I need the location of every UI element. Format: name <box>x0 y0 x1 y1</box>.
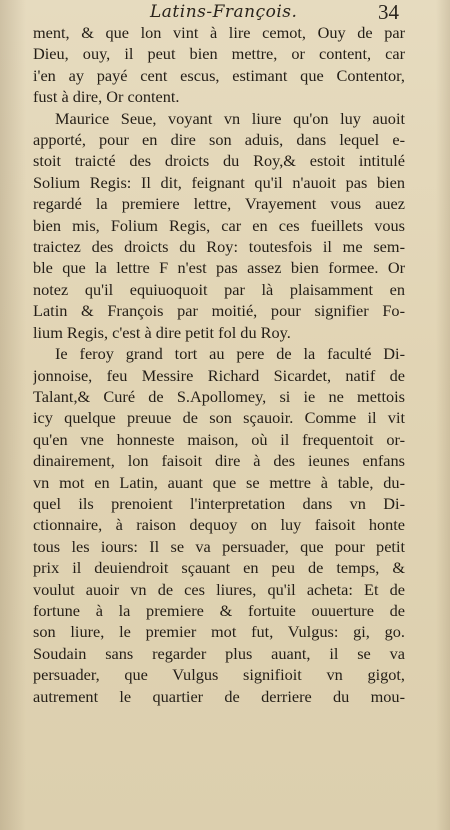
text-line: ment, & que lon vint à lire cemot, Ouy de par <box>33 23 405 42</box>
text-line: fortune à la premiere & fortuite ouuerture de <box>33 600 405 620</box>
text-line: Dieu, ouy, il peut bien mettre, or content, car <box>33 44 405 64</box>
paragraph-start-line: Maurice Seue, voyant vn liure qu'on luy auoit <box>55 108 405 128</box>
text-line: son liure, le premier mot fut, Vulgus: gi, go. <box>33 622 405 642</box>
paragraph-start-line: Ie feroy grand tort au pere de la faculté Di- <box>55 344 405 364</box>
text-line: Solium Regis: Il dit, feignant qu'il n'auoit pas bien <box>33 172 405 192</box>
text-line: stoit traicté des droicts du Roy,& estoit intitulé <box>33 151 405 171</box>
page-number: 34 <box>378 0 399 24</box>
text-line: Talant,& Curé de S.Apollomey, si ie ne mettois <box>33 386 405 406</box>
text-line: traictez des droicts du Roy: toutesfois il me sem- <box>33 237 405 257</box>
text-line: voulut auoir vn de ces liures, qu'il acheta: Et de <box>33 579 405 599</box>
text-line: regardé la premiere lettre, Vrayement vous auez <box>33 194 405 214</box>
text-line: ble que la lettre F n'est pas assez bien formee. Or <box>33 258 405 278</box>
text-line: notez qu'il equiuoquoit par là plaisamment en <box>33 279 405 299</box>
text-line: ctionnaire, à raison dequoy on luy faisoit honte <box>33 515 405 535</box>
text-line: apporté, pour en dire son aduis, dans lequel e- <box>33 130 405 150</box>
text-line: prix il deuiendroit sçauant en peu de temps, & <box>33 558 405 578</box>
text-line: i'en ay payé cent escus, estimant que Contentor, <box>33 65 405 85</box>
text-line: vn mot en Latin, auant que se mettre à table, du- <box>33 472 405 492</box>
text-line: autrement le quartier de derriere du mou- <box>33 686 405 706</box>
text-line: jonnoise, feu Messire Richard Sicardet, natif de <box>33 365 405 385</box>
text-line: bien mis, Folium Regis, car en ces fueillets vous <box>33 215 405 235</box>
text-line: quel ils prenoient l'interpretation dans vn Di- <box>33 493 405 513</box>
running-head: Latins-François. <box>150 2 298 22</box>
text-line: Latin & François par moitié, pour signifier Fo- <box>33 301 405 321</box>
text-line: persuader, que Vulgus signifioit vn gigot, <box>33 665 405 685</box>
text-line: lium Regis, c'est à dire petit fol du Roy. <box>33 322 291 342</box>
text-line: dinairement, lon faisoit dire à des ieunes enfans <box>33 451 405 471</box>
body-text <box>33 22 405 707</box>
text-line: qu'en vne honneste maison, où il frequentoit or- <box>33 429 405 449</box>
text-line: tous les iours: Il se va persuader, que pour petit <box>33 536 405 556</box>
text-line: icy quelque preuue de son sçauoir. Comme il vit <box>33 408 405 428</box>
text-line: fust à dire, Or content. <box>33 87 180 107</box>
text-line: Soudain sans regarder plus auant, il se va <box>33 643 405 663</box>
